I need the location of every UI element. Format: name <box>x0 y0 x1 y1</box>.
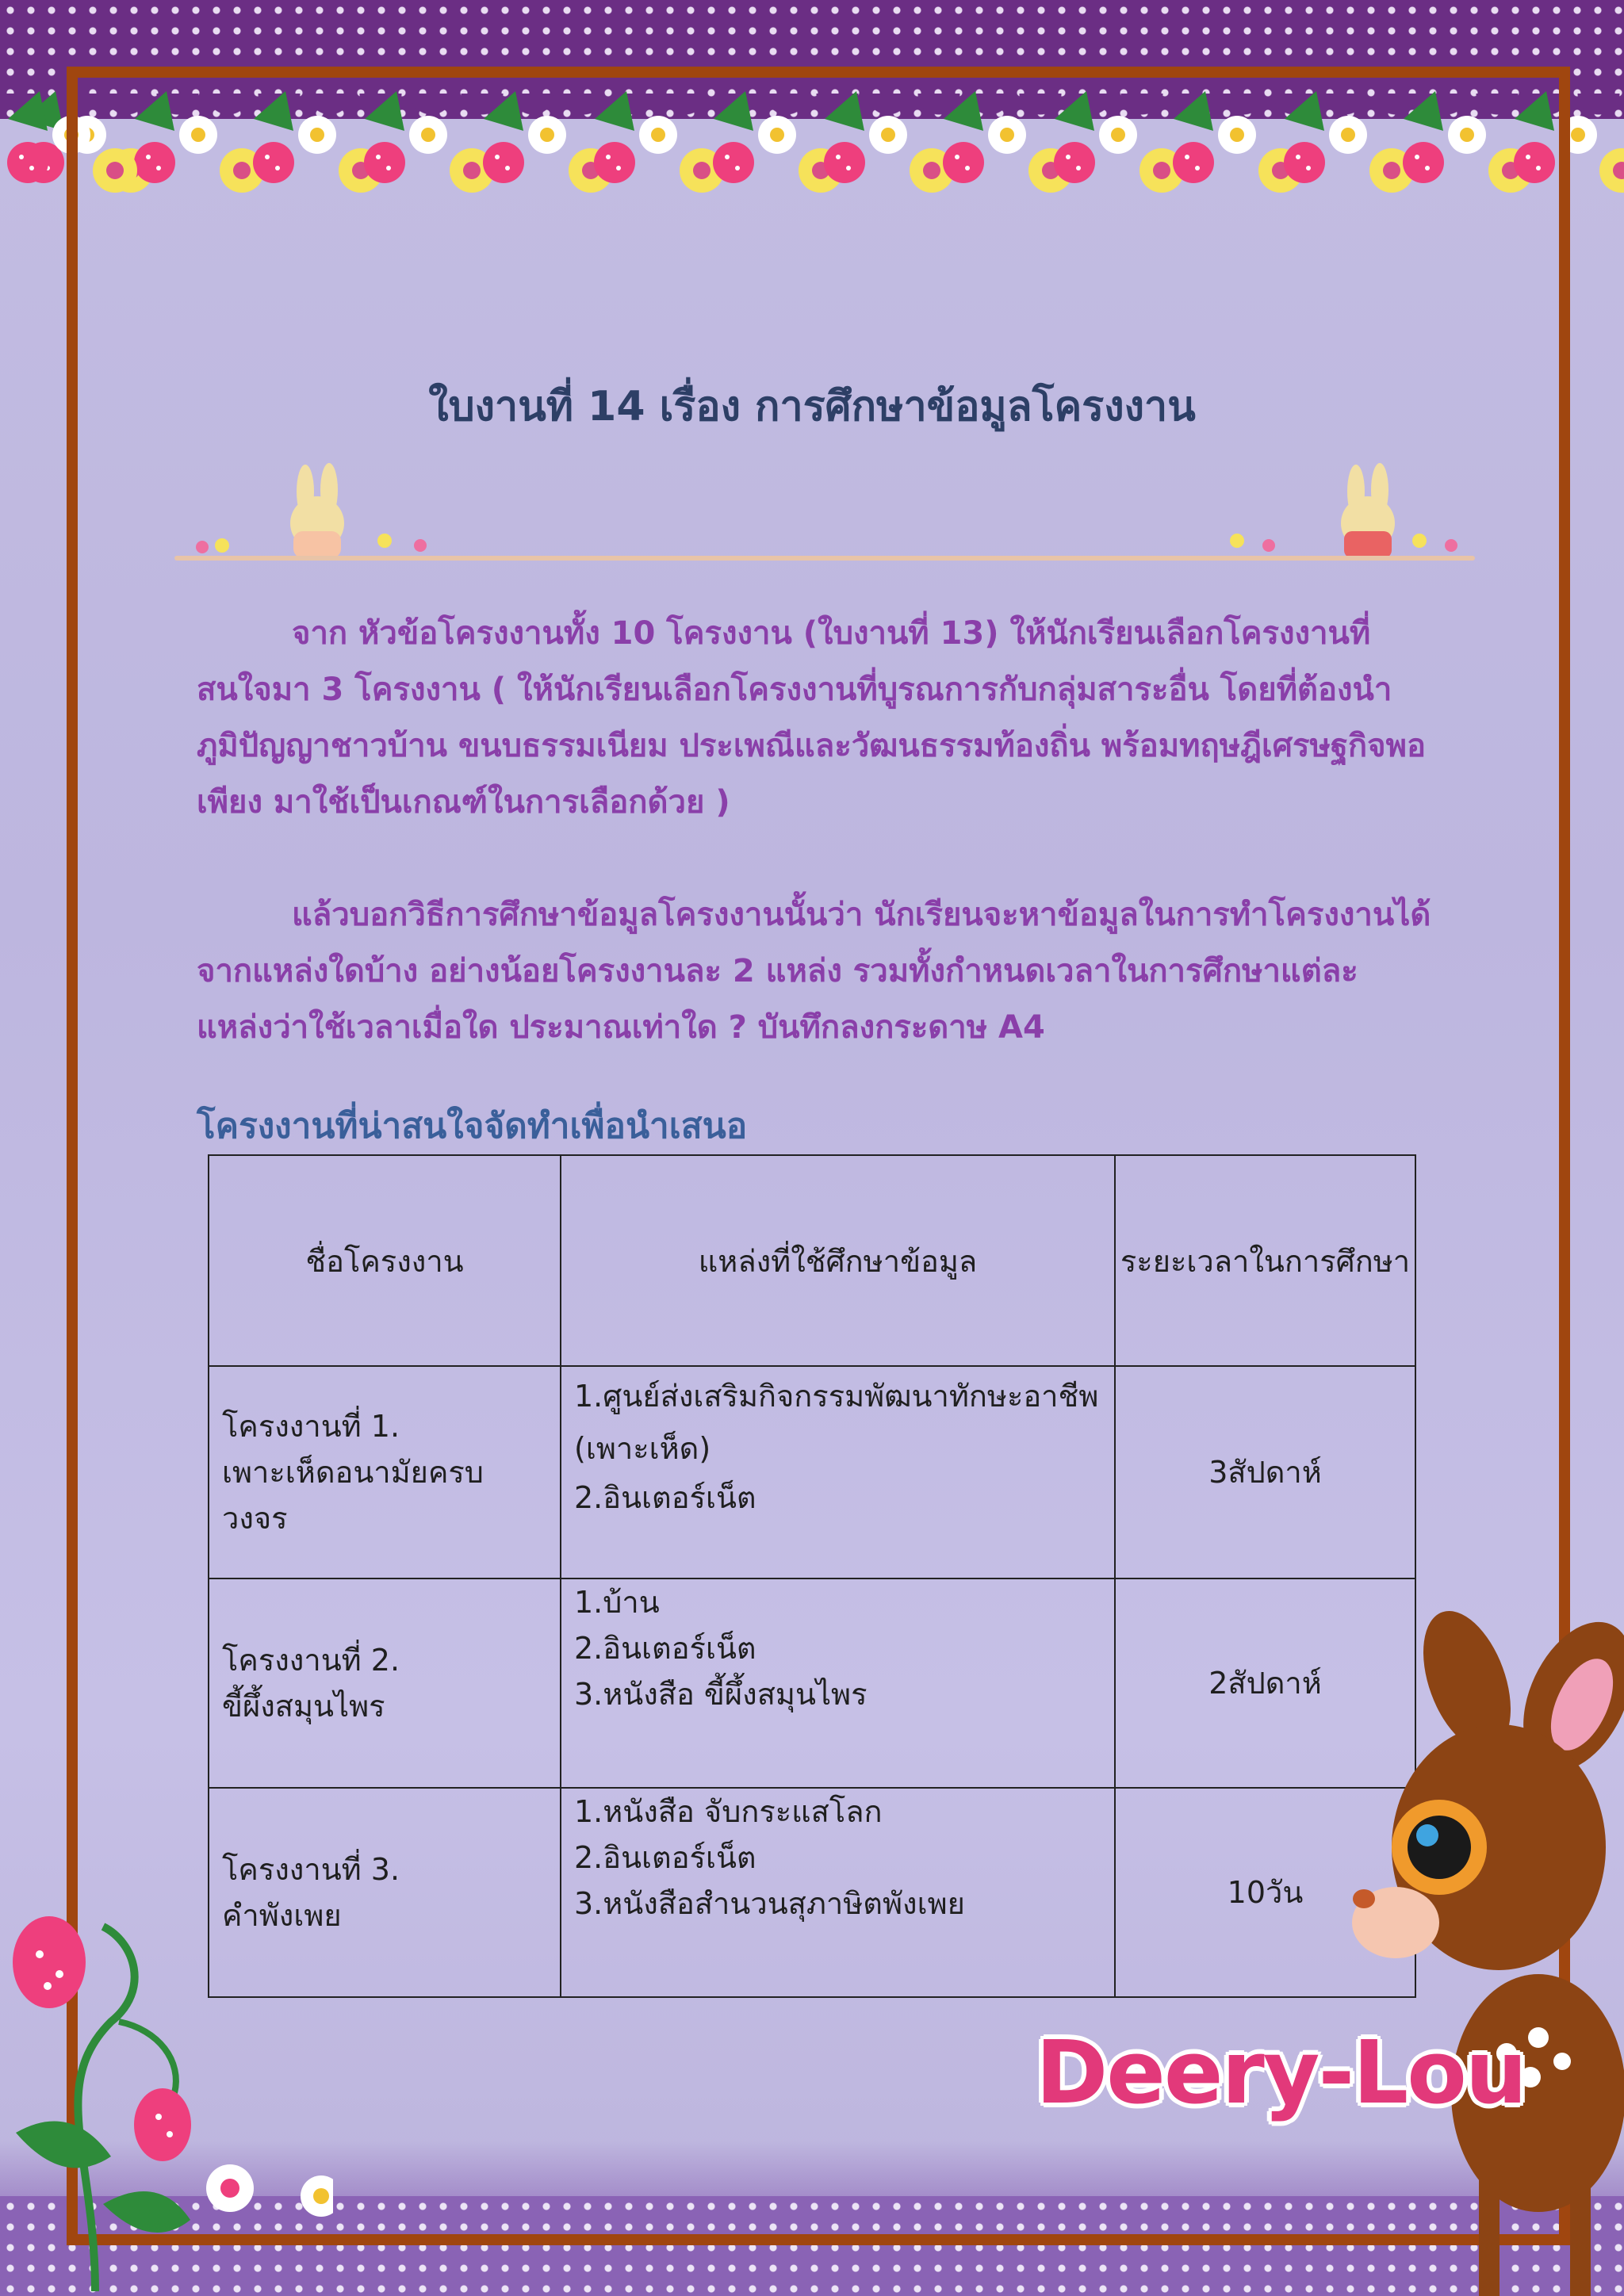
strawberry-icon <box>0 1823 333 2296</box>
table-row <box>209 1578 1415 1788</box>
source-item: 2.อินเตอร์เน็ต <box>574 1480 756 1515</box>
table-subheading: โครงงานที่น่าสนใจจัดทำเพื่อนำเสนอ <box>197 1106 748 1146</box>
source-item: 2.อินเตอร์เน็ต <box>574 1631 756 1666</box>
project-table <box>208 1154 1416 1998</box>
flower-icon <box>301 2175 333 2217</box>
header-duration: ระยะเวลาในการศึกษา <box>1115 1155 1415 1366</box>
duration-cell: 3สัปดาห์ <box>1115 1366 1415 1578</box>
sources-cell <box>561 1788 1115 1997</box>
source-item: (เพาะเห็ด) <box>574 1431 711 1466</box>
duration-cell: 2สัปดาห์ <box>1115 1578 1415 1788</box>
project-title: ขี้ผึ้งสมุนไพร <box>222 1689 385 1724</box>
project-title: คำพังเพย <box>222 1898 342 1933</box>
project-name-cell <box>209 1578 561 1788</box>
title-divider <box>174 556 1475 561</box>
table-row <box>209 1788 1415 1997</box>
table-row <box>209 1366 1415 1578</box>
source-item: 3.หนังสือ ขี้ผึ้งสมุนไพร <box>574 1677 868 1712</box>
project-number: โครงงานที่ 1. <box>222 1409 400 1444</box>
source-item: 1.หนังสือ จับกระแสโลก <box>574 1794 883 1829</box>
sources-cell <box>561 1366 1115 1578</box>
instruction-paragraph-1: จาก หัวข้อโครงงานทั้ง 10 โครงงาน (ใบงานที่ 13) ให้นักเรียนเลือกโครงงานที่สนใจมา 3 โครงงาน ( ให้นักเรียนเลือกโครงงานที่บูรณการกับกลุ่มสาระอื่น โดยที่ต้องนำภูมิปัญญาชาวบ้าน ขนบธรรมเนียม ประเพณีและวัฒนธรรมท้องถิ่น พร้อมทฤษฎีเศรษฐกิจพอเพียง มาใช้เป็นเกณฑ์ในการเลือกด้วย ) <box>197 615 1426 821</box>
project-number: โครงงานที่ 2. <box>222 1643 400 1678</box>
header-sources: แหล่งที่ใช้ศึกษาข้อมูล <box>561 1155 1115 1366</box>
source-item: 1.บ้าน <box>574 1585 660 1620</box>
source-item: 3.หนังสือสำนวนสุภาษิตพังเพย <box>574 1886 965 1921</box>
duration-cell: 10วัน <box>1115 1788 1415 1997</box>
header-project-name: ชื่อโครงงาน <box>209 1155 561 1366</box>
instruction-paragraph-2: แล้วบอกวิธีการศึกษาข้อมูลโครงงานนั้นว่า นักเรียนจะหาข้อมูลในการทำโครงงานได้จากแหล่งใดบ้าง อย่างน้อยโครงงานละ 2 แหล่ง รวมทั้งกำหนดเวลาในการศึกษาแต่ละแหล่งว่าใช้เวลาเมื่อใด ประมาณเท่าใด ? บันทึกลงกระดาษ A4 <box>197 897 1431 1046</box>
source-item: 2.อินเตอร์เน็ต <box>574 1840 756 1875</box>
bunny-icon <box>290 463 344 558</box>
project-title: เพาะเห็ดอนามัยครบวงจร <box>222 1455 484 1536</box>
deer-icon <box>1340 1609 1624 2296</box>
project-name-cell <box>209 1366 561 1578</box>
page-title: ใบงานที่ 14 เรื่อง การศึกษาข้อมูลโครงงาน <box>428 383 1196 430</box>
bunny-divider-decoration <box>174 452 1483 563</box>
bunny-icon <box>1341 463 1395 558</box>
project-number: โครงงานที่ 3. <box>222 1852 400 1887</box>
sources-cell <box>561 1578 1115 1788</box>
table-header-row <box>209 1155 1415 1366</box>
deery-lou-logo: Deery-Lou <box>1036 2022 1526 2123</box>
flower-icon <box>206 2164 254 2212</box>
source-item: 1.ศูนย์ส่งเสริมกิจกรรมพัฒนาทักษะอาชีพ <box>574 1379 1099 1414</box>
